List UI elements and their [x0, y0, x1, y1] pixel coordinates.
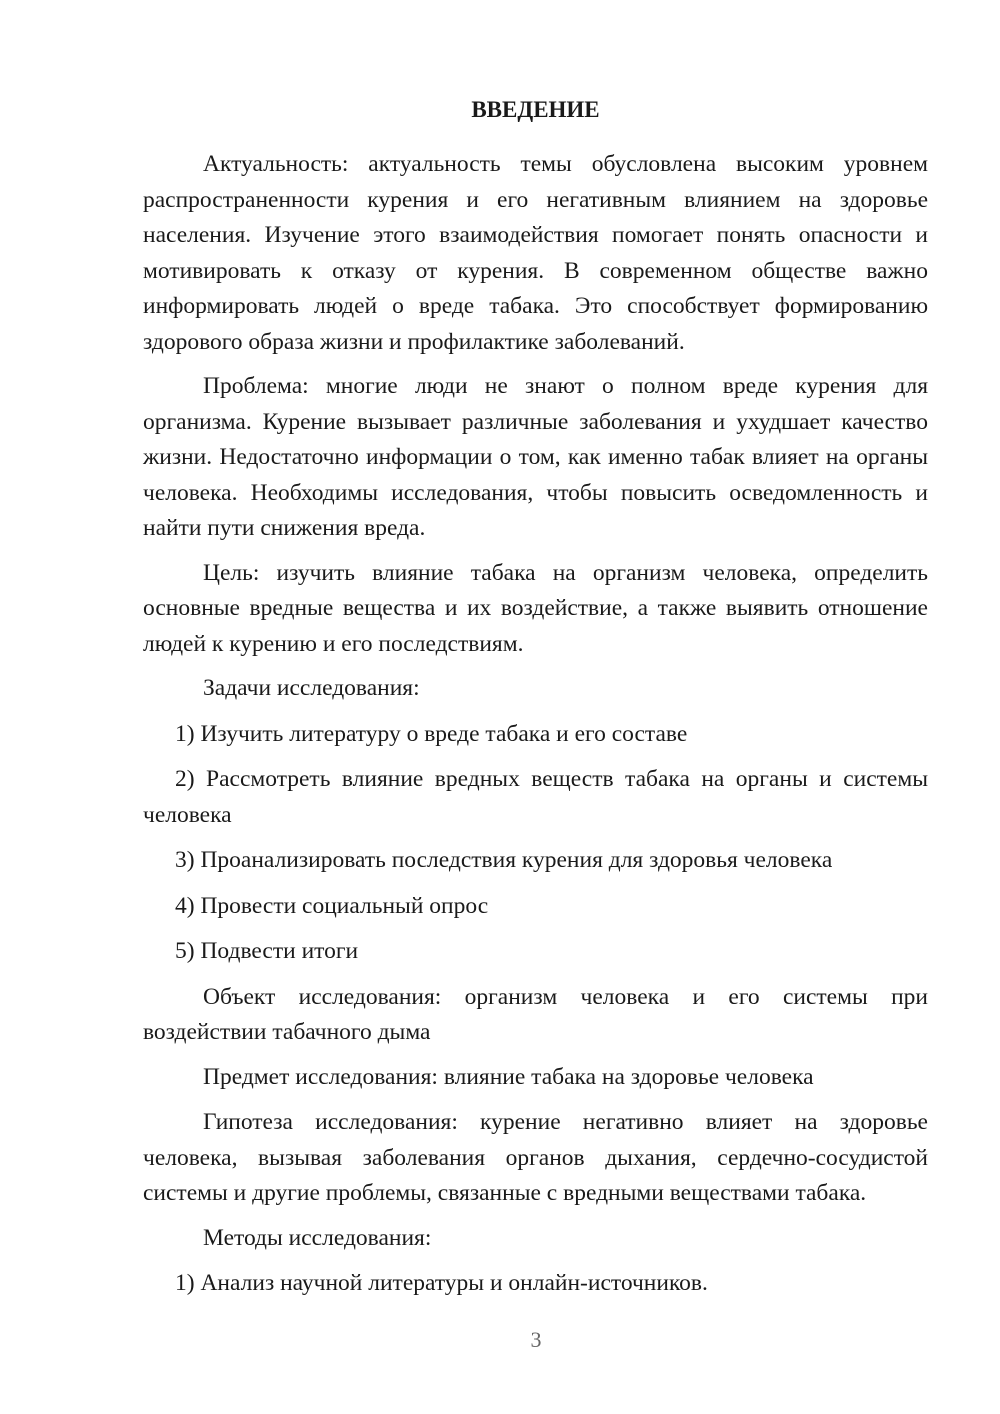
page-number: 3 — [530, 1327, 542, 1352]
task-item-4: 4) Провести социальный опрос — [175, 892, 489, 919]
relevance-paragraph: Актуальность: актуальность темы обусловлена высоким уровнем распространенности курения и его негативным влиянием на здоровье населения. Изучение этого взаимодействия помогает понять опасности и мотивировать к отказу от курения. В современном обществе важно информировать людей о вреде табака. Это способствует формированию здорового образа жизни и профилактике заболеваний. — [143, 151, 928, 355]
tasks-heading: Задачи исследования: — [203, 675, 420, 701]
method-item-1: 1) Анализ научной литературы и онлайн-источников. — [175, 1270, 708, 1296]
subject-paragraph: Предмет исследования: влияние табака на здоровье человека — [203, 1063, 814, 1090]
page-content — [143, 92, 928, 1312]
task-item-3: 3) Проанализировать последствия курения для здоровья человека — [175, 847, 833, 873]
task-item-5: 5) Подвести итоги — [175, 938, 359, 964]
page-title: ВВЕДЕНИЕ — [471, 97, 600, 122]
object-paragraph: Объект исследования: организм человека и его системы при воздействии табачного дыма — [143, 983, 928, 1045]
task-item-2: 2) Рассмотреть влияние вредных веществ табака на органы и системы человека — [143, 766, 928, 828]
hypothesis-paragraph: Гипотеза исследования: курение негативно влияет на здоровье человека, вызывая заболевания органов дыхания, сердечно-сосудистой системы и другие проблемы, связанные с вредными веществами табака. — [143, 1109, 928, 1206]
goal-paragraph: Цель: изучить влияние табака на организм человека, определить основные вредные вещества и их воздействие, а также выявить отношение людей к курению и его последствиям. — [143, 559, 928, 657]
methods-heading: Методы исследования: — [203, 1224, 432, 1251]
problem-paragraph: Проблема: многие люди не знают о полном вреде курения для организма. Курение вызывает различные заболевания и ухудшает качество жизни. Недостаточно информации о том, как именно табак влияет на органы человека. Необходимы исследования, чтобы повысить осведомленность и найти пути снижения вреда. — [143, 373, 928, 541]
task-item-1: 1) Изучить литературу о вреде табака и его составе — [175, 720, 688, 747]
